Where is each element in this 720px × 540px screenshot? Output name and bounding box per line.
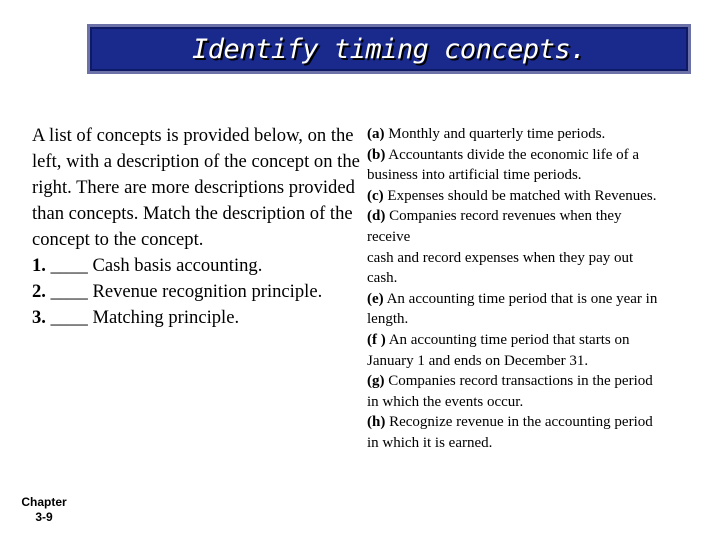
concept-number: 2. (32, 281, 46, 302)
description-item (367, 206, 707, 288)
description-letter: (c) (367, 187, 384, 204)
description-line: cash. (367, 270, 398, 287)
instructions-text: A list of concepts is provided below, on the left, with a description of the concept on the right. There are more descriptions provided than concepts. Match the description of the concept to the concept. (32, 125, 360, 250)
page-number: 3-9 (35, 510, 53, 524)
description-line: Companies record revenues when they (389, 208, 622, 225)
answer-blank: ____ (50, 281, 88, 302)
description-item (367, 289, 707, 330)
description-line: Recognize revenue in the accounting period (389, 414, 653, 431)
concept-item-1 (32, 253, 362, 279)
description-letter: (h) (367, 414, 386, 431)
description-line: in which the events occur. (367, 393, 524, 410)
description-line: Monthly and quarterly time periods. (388, 126, 606, 142)
answer-blank: ____ (50, 307, 88, 328)
description-letter: (g) (367, 373, 385, 390)
description-item (367, 330, 707, 371)
chapter-label (16, 495, 72, 525)
description-line: receive (367, 228, 411, 245)
description-letter: (d) (367, 208, 386, 225)
description-item (367, 124, 707, 145)
description-letter: (a) (367, 126, 385, 142)
description-line: Accountants divide the economic life of a (388, 146, 640, 163)
description-letter: (e) (367, 290, 384, 307)
description-line: An accounting time period that starts on (388, 331, 630, 348)
description-item (367, 186, 707, 207)
description-item (367, 412, 707, 453)
description-line: business into artificial time periods. (367, 167, 582, 184)
instructions-column (32, 123, 362, 331)
description-item (367, 145, 707, 186)
concept-number: 1. (32, 255, 46, 276)
concept-label: Matching principle. (92, 307, 240, 328)
description-letter: (f ) (367, 331, 386, 348)
description-line: cash and record expenses when they pay out (367, 249, 634, 266)
answer-blank: ____ (50, 255, 88, 276)
description-item (367, 371, 707, 412)
description-line: length. (367, 311, 409, 328)
concept-item-3 (32, 305, 362, 331)
title-banner (87, 24, 691, 74)
chapter-word: Chapter (21, 495, 67, 509)
description-line: January 1 and ends on December 31. (367, 352, 589, 369)
description-line: Expenses should be matched with Revenues. (387, 187, 657, 204)
description-line: in which it is earned. (367, 434, 493, 451)
concept-number: 3. (32, 307, 46, 328)
concept-item-2 (32, 279, 362, 305)
slide-title: Identify timing concepts. (192, 34, 586, 65)
description-line: An accounting time period that is one year in (386, 290, 658, 307)
concept-label: Cash basis accounting. (92, 255, 263, 276)
description-letter: (b) (367, 146, 386, 163)
descriptions-column (367, 124, 707, 454)
description-line: Companies record transactions in the period (388, 373, 653, 390)
concept-label: Revenue recognition principle. (92, 281, 323, 302)
